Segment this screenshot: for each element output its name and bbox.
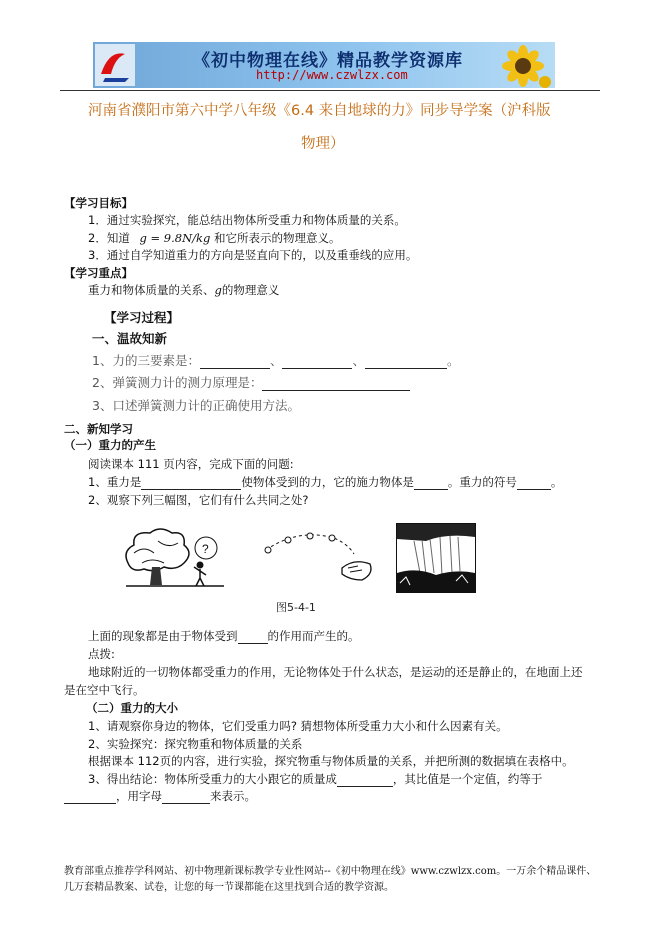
apple-tree-figure — [120, 523, 230, 591]
answer-blank[interactable] — [282, 356, 352, 369]
header-banner — [93, 42, 555, 88]
new-q2: 2、观察下列三幅图，它们有什么共同之处? — [88, 493, 309, 507]
answer-blank[interactable] — [200, 356, 270, 369]
banner-title: 《初中物理在线》精品教学资源库 — [193, 51, 463, 71]
new-q1-b: 使物体受到的力，它的施力物体是 — [241, 475, 414, 489]
sunflower-icon — [495, 44, 551, 88]
answer-blank[interactable] — [517, 477, 551, 490]
keypoints-text-prefix: 重力和物体质量的关系、 — [88, 283, 215, 297]
size-q3-c: ，用字母 — [116, 789, 162, 803]
answer-blank[interactable] — [238, 631, 268, 644]
footer-line-1: 教育部重点推荐学科网站、初中物理新课标教学专业性网站--《初中物理在线》www.czwlzx.com。一万余个精品课件、 — [64, 866, 597, 877]
new-q1-d: 。 — [550, 475, 563, 489]
answer-blank[interactable] — [414, 477, 448, 490]
goal-item-1: 1．通过实验探究，能总结出物体所受重力和物体质量的关系。 — [88, 213, 406, 227]
phenomenon-text — [88, 628, 360, 644]
keypoints-g-symbol: g — [214, 283, 222, 297]
tip-text-line2: 是在空中飞行。 — [64, 683, 145, 697]
review-q3: 3、口述弹簧测力计的正确使用方法。 — [92, 398, 300, 413]
tip-text-line1: 地球附近的一切物体都受重力的作用，无论物体处于什么状态，是运动的还是静止的，在地面上还 — [88, 665, 583, 679]
keypoints-heading: 【学习重点】 — [64, 266, 133, 280]
size-q2-detail: 根据课本 112页的内容，进行实验，探究物重与物体质量的关系，并把所测的数据填在表格中。 — [88, 754, 574, 768]
svg-text:?: ? — [202, 542, 209, 556]
footer-line-2: 几万套精品教案、试卷，让您的每一节课都能在这里找到合适的教学资源。 — [64, 882, 394, 893]
review-q2 — [92, 373, 410, 391]
size-q3-a: 3、得出结论：物体所受重力的大小跟它的质量成 — [88, 772, 337, 786]
tip-label: 点拨: — [88, 647, 115, 661]
answer-blank[interactable] — [262, 378, 410, 391]
banner-url: http://www.czwlzx.com — [256, 68, 408, 82]
goal-item-3: 3．通过自学知道重力的方向是竖直向下的，以及重垂线的应用。 — [88, 248, 418, 262]
keypoints-text-suffix: 的物理意义 — [221, 283, 280, 297]
answer-blank[interactable] — [162, 791, 210, 804]
size-q3-d: 来表示。 — [210, 789, 256, 803]
answer-blank[interactable] — [141, 477, 241, 490]
review-q1-sep2: 、 — [352, 353, 365, 368]
new-q1-a: 1、重力是 — [88, 475, 142, 489]
site-logo-icon — [95, 44, 135, 86]
size-q1: 1、请观察你身边的物体，它们受重力吗? 猜想物体所受重力大小和什么因素有关。 — [88, 719, 508, 733]
size-q3-b: ，其比值是一个定值，约等于 — [392, 772, 543, 786]
answer-blank[interactable] — [64, 791, 116, 804]
document-title-cont: 物理） — [301, 136, 345, 152]
goal-item-2-prefix: 2．知道 — [88, 231, 130, 245]
size-q3-cont — [64, 788, 256, 804]
new-q1 — [88, 474, 562, 490]
phenomenon-a: 上面的现象都是由于物体受到 — [88, 629, 238, 643]
review-q2-text: 2、弹簧测力计的测力原理是： — [92, 375, 263, 390]
waterfall-figure — [396, 523, 476, 593]
goals-heading: 【学习目标】 — [64, 196, 133, 210]
sub-heading-2: （二）重力的大小 — [86, 701, 178, 715]
size-q3 — [88, 771, 542, 787]
process-heading: 【学习过程】 — [104, 310, 180, 325]
footer — [64, 864, 596, 896]
thrown-ball-figure — [258, 528, 378, 588]
answer-blank[interactable] — [365, 356, 447, 369]
review-q1 — [92, 351, 460, 369]
size-q2: 2、实验探究：探究物重和物体质量的关系 — [88, 737, 303, 751]
header-divider — [60, 90, 600, 91]
keypoints-text — [88, 282, 279, 298]
new-q1-c: 。重力的符号 — [447, 475, 517, 489]
read-instruction: 阅读课本 111 页内容，完成下面的问题: — [88, 457, 294, 471]
review-q1-text: 1、力的三要素是： — [92, 353, 200, 368]
review-q1-end: 。 — [447, 353, 460, 368]
review-q1-sep1: 、 — [269, 353, 283, 368]
answer-blank[interactable] — [337, 774, 393, 787]
figure-caption: 图5-4-1 — [276, 601, 316, 614]
sub-heading-1: （一）重力的产生 — [64, 438, 156, 452]
document-title: 河南省濮阳市第六中学八年级《6.4 来自地球的力》同步导学案（沪科版 — [88, 103, 551, 119]
goal-item-2-suffix: 和它所表示的物理意义。 — [214, 231, 341, 245]
goal-item-2-formula: g = 9.8N/kg — [139, 231, 211, 245]
phenomenon-b: 的作用而产生的。 — [267, 629, 360, 643]
new-heading: 二、新知学习 — [64, 422, 133, 436]
goal-item-2 — [88, 230, 341, 246]
review-heading: 一、温故知新 — [92, 331, 168, 346]
